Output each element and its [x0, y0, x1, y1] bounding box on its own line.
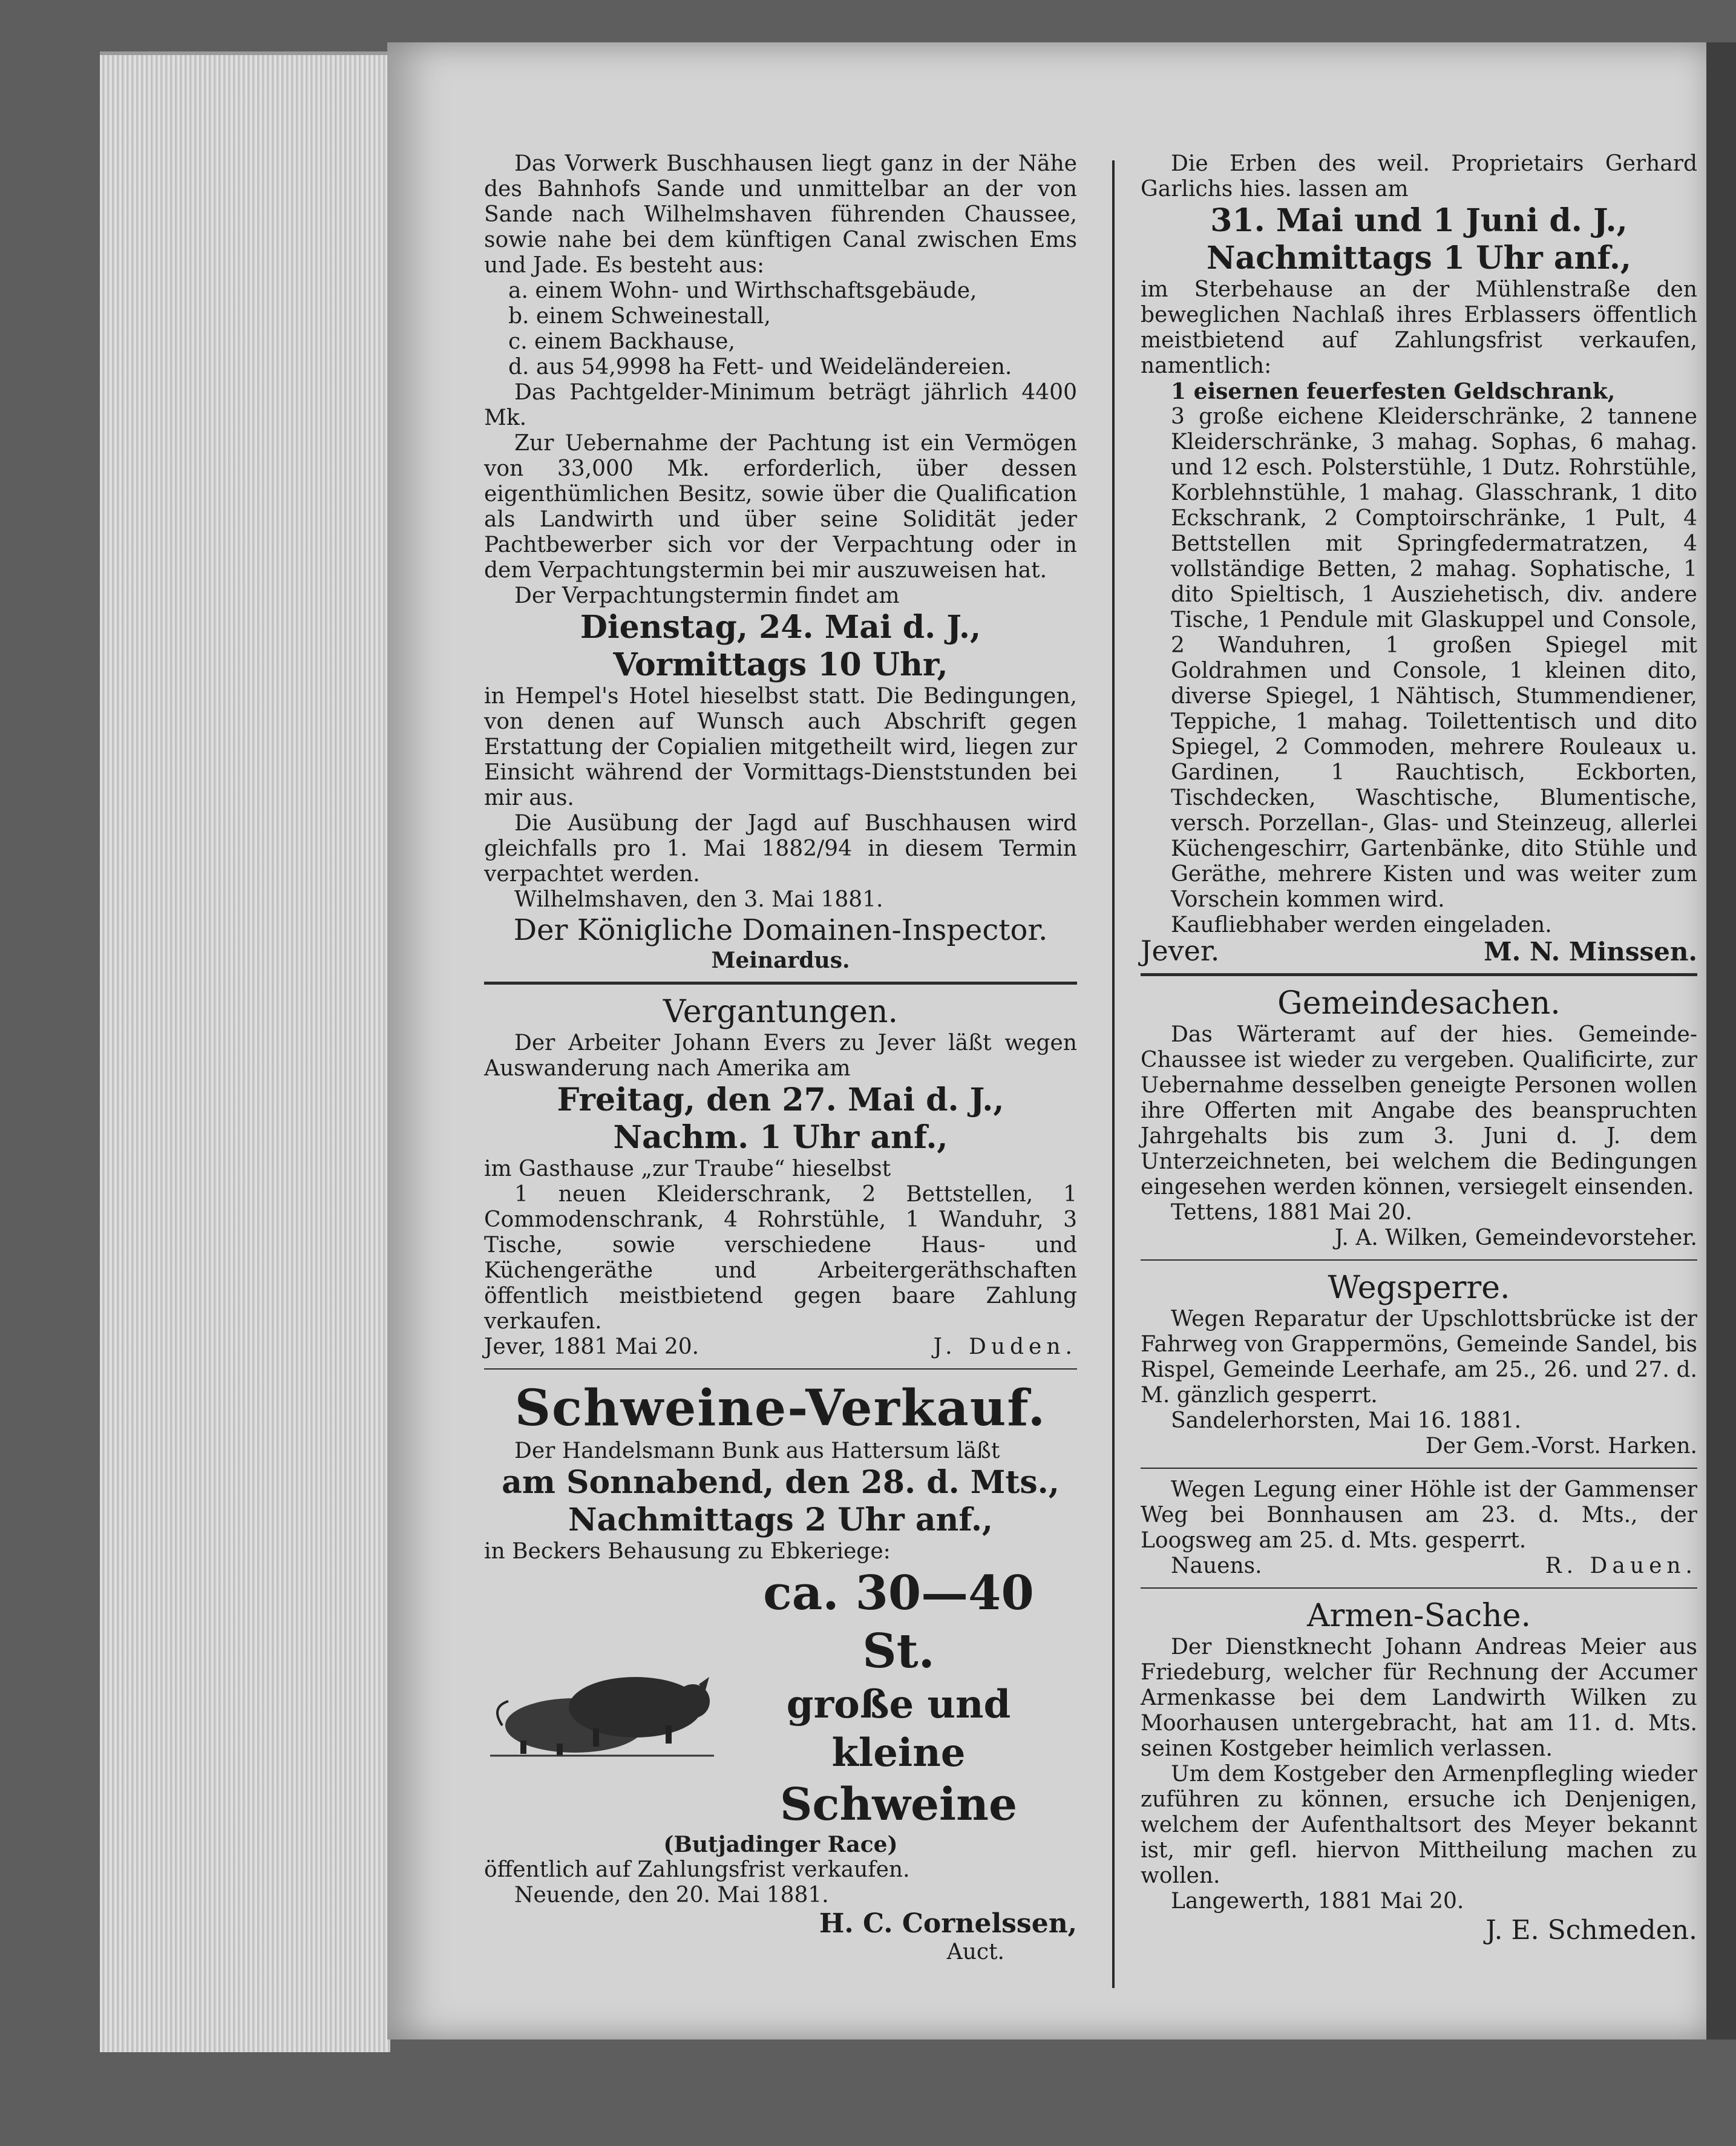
wegsperre-place-2: Nauens. — [1171, 1554, 1262, 1578]
vorwerk-jagd: Die Ausübung der Jagd auf Buschhausen wird gleichfalls pro 1. Mai 1882/94 in diesem Termin verpachtet werden. — [484, 811, 1077, 887]
section-rule — [484, 982, 1077, 985]
vorwerk-item-c: c. einem Backhause, — [508, 329, 735, 354]
schweine-intro: Der Handelsmann Bunk aus Hattersum läßt — [514, 1439, 1000, 1463]
schweine-notice — [484, 1378, 1077, 1965]
pig-advert-text — [720, 1564, 1077, 1832]
schweine-sale: öffentlich auf Zahlungsfrist verkaufen. — [484, 1857, 910, 1882]
vorwerk-conditions: Zur Uebernahme der Pachtung ist ein Vermögen von 33,000 Mk. erforderlich, über dessen eigenthümlichen Besitz, sowie über die Qualification als Landwirth und über seine Solidität jeder Pachtbewerber sich vor der Verpachtung oder in dem Verpachtungstermin bei mir auszuweisen hat. — [484, 431, 1077, 583]
vorwerk-intro: Das Vorwerk Buschhausen liegt ganz in der Nähe des Bahnhofs Sande und unmittelbar an der von Sande nach Wilhelmshaven führenden Chaussee, sowie nahe bei dem künftigen Canal zwischen Ems und Jade. Es besteht aus: — [484, 151, 1077, 278]
schweine-place-date: Neuende, den 20. Mai 1881. — [514, 1883, 829, 1908]
pig-illustration — [484, 1635, 720, 1762]
wegsperre-heading: Wegsperre. — [1328, 1270, 1510, 1306]
gemeinde-heading: Gemeindesachen. — [1277, 985, 1561, 1022]
section-rule — [484, 1368, 1077, 1370]
armen-heading: Armen-Sache. — [1306, 1598, 1531, 1634]
erben-items: 3 große eichene Kleiderschränke, 2 tannene Kleiderschränke, 3 mahag. Sophas, 6 mahag. und 12 esch. Polsterstühle, 1 Dutz. Rohrstühle, Korblehnstühle, 1 mahag. Glasschrank, 1 dito Eckschrank, 2 Comptoirschränke, 1 Pult, 4 Bettstellen mit Springfedermatratzen, 4 vollständige Betten, 2 mahag. Sophatische, 1 dito Spieltisch, 1 Ausziehetisch, div. andere Tische, 1 Pendule mit Glaskuppel und Console, 2 Wanduhren, 1 großen Spiegel mit Goldrahmen und Console, 1 kleinen dito, diverse Spiegel, 1 Nähtisch, Stummendiener, Teppiche, 1 mahag. Toilettentisch und dito Spiegel, 2 Commoden, mehrere Rouleaux u. Gardinen, 1 Rauchtisch, Eckborten, Tischdecken, Waschtische, Blumentische, versch. Porzellan-, Glas- und Steinzeug, allerlei Küchengeschirr, Gartenbänke, dito Stühle und Geräthe, mehrere Kisten und was weiter zum Vorschein kommen wird. — [1171, 404, 1697, 912]
wegsperre-name-2: R. Dauen. — [1545, 1554, 1697, 1578]
erben-name: M. N. Minssen. — [1484, 937, 1697, 966]
schweine-heading: Schweine-Verkauf. — [514, 1379, 1047, 1437]
wegsperre-text: Wegen Reparatur der Upschlottsbrücke ist der Fahrweg von Grappermöns, Gemeinde Sandel, bis Rispel, Gemeinde Leerhafe, am 25., 26. und 27. d. M. gänzlich gesperrt. — [1141, 1307, 1697, 1408]
vergantungen-location: im Gasthause „zur Traube“ hieselbst — [484, 1157, 891, 1181]
gemeinde-place-date: Tettens, 1881 Mai 20. — [1171, 1200, 1412, 1225]
left-column — [484, 151, 1077, 1965]
book-page-edges — [100, 51, 390, 2052]
schweine-date: am Sonnabend, den 28. d. Mts., — [502, 1464, 1060, 1501]
section-rule — [1141, 1587, 1697, 1589]
schweine-word: Schweine — [779, 1779, 1018, 1831]
vergantungen-time: Nachm. 1 Uhr anf., — [613, 1119, 948, 1156]
schweine-name: H. C. Cornelssen, — [819, 1908, 1077, 1939]
erben-time: Nachmittags 1 Uhr anf., — [1206, 240, 1632, 277]
vorwerk-notice — [484, 151, 1077, 973]
vergantungen-notice — [484, 993, 1077, 1360]
erben-place: Jever. — [1141, 934, 1220, 967]
vorwerk-minimum: Das Pachtgelder-Minimum beträgt jährlich 4400 Mk. — [484, 380, 1077, 430]
vergantungen-footer — [484, 1334, 1077, 1360]
vorwerk-location: in Hempel's Hotel hieselbst statt. Die Bedingungen, von denen auf Wunsch auch Abschrift gegen Erstattung der Copialien mitgetheilt wird, liegen zur Einsicht während der Vormittags-Dienststunden bei mir aus. — [484, 684, 1077, 810]
gemeinde-text: Das Wärteramt auf der hies. Gemeinde-Chaussee ist wieder zu vergeben. Qualificirte, zur Uebernahme desselben geneigte Personen wollen ihre Offerten mit Angabe des beanspruchten Jahrgehalts bis zum 3. Juni d. J. dem Unterzeichneten, bei welchem die Bedingungen eingesehen werden können, versiegelt einsenden. — [1141, 1022, 1697, 1199]
vorwerk-name: Meinardus. — [711, 948, 850, 973]
armen-name: J. E. Schmeden. — [1485, 1915, 1697, 1946]
gemeinde-notice — [1141, 985, 1697, 1251]
section-rule — [1141, 1259, 1697, 1261]
vergantungen-items: 1 neuen Kleiderschrank, 2 Bettstellen, 1 Commodenschrank, 4 Rohrstühle, 1 Wanduhr, 3 Tische, sowie verschiedene Haus- und Küchengeräthe und Arbeitergeräthschaften öffentlich meistbietend gegen baare Zahlung verkaufen. — [484, 1182, 1077, 1334]
vergantungen-heading: Vergantungen. — [663, 994, 899, 1030]
vergantungen-intro: Der Arbeiter Johann Evers zu Jever läßt wegen Auswanderung nach Amerika am — [484, 1031, 1077, 1081]
gemeinde-name: J. A. Wilken, Gemeindevorsteher. — [1334, 1226, 1697, 1250]
wegsperre-notice — [1141, 1269, 1697, 1579]
erben-intro: Die Erben des weil. Proprietairs Gerhard Garlichs hies. lassen am — [1141, 151, 1697, 202]
vorwerk-date: Dienstag, 24. Mai d. J., — [580, 609, 981, 646]
erben-invite: Kaufliebhaber werden eingeladen. — [1171, 913, 1552, 937]
section-rule — [1141, 1468, 1697, 1469]
vergantungen-date: Freitag, den 27. Mai d. J., — [557, 1081, 1004, 1118]
armen-notice — [1141, 1597, 1697, 1947]
erben-lead-item: 1 eisernen feuerfesten Geldschrank, — [1171, 379, 1616, 404]
vorwerk-termin-intro: Der Verpachtungstermin findet am — [514, 583, 900, 608]
vergantungen-name: J. Duden. — [933, 1334, 1077, 1359]
erben-date: 31. Mai und 1 Juni d. J., — [1210, 202, 1628, 239]
book-right-edge — [1706, 42, 1736, 2039]
schweine-time: Nachmittags 2 Uhr anf., — [568, 1501, 994, 1538]
schweine-race: (Butjadinger Race) — [663, 1832, 898, 1857]
column-divider — [1112, 160, 1115, 1988]
vorwerk-time: Vormittags 10 Uhr, — [613, 646, 948, 683]
erben-notice — [1141, 151, 1697, 965]
vorwerk-place-date: Wilhelmshaven, den 3. Mai 1881. — [514, 887, 883, 912]
pig-advert — [484, 1564, 1077, 1832]
erben-description: im Sterbehause an der Mühlenstraße den beweglichen Nachlaß ihres Erblassers öffentlich meistbietend auf Zahlungsfrist verkaufen, namentlich: — [1141, 277, 1697, 378]
vorwerk-item-d: d. aus 54,9998 ha Fett- und Weideländereien. — [508, 355, 1012, 379]
schweine-title: Auct. — [946, 1940, 1004, 1964]
armen-place-date: Langewerth, 1881 Mai 20. — [1171, 1889, 1464, 1914]
erben-footer — [1141, 934, 1697, 967]
armen-text-1: Der Dienstknecht Johann Andreas Meier aus Friedeburg, welcher für Rechnung der Accumer Armenkasse bei dem Landwirth Wilken zu Moorhausen untergebracht, hat am 11. d. Mts. seinen Kostgeber heimlich verlassen. — [1141, 1635, 1697, 1761]
schweine-kind: große und kleine — [786, 1682, 1011, 1776]
vorwerk-item-b: b. einem Schweinestall, — [508, 304, 771, 329]
wegsperre-footer — [1141, 1554, 1697, 1579]
vorwerk-item-a: a. einem Wohn- und Wirthschaftsgebäude, — [508, 278, 977, 303]
schweine-count: ca. 30—40 St. — [763, 1566, 1034, 1679]
vorwerk-signature: Der Königliche Domainen-Inspector. — [513, 913, 1048, 947]
wegsperre-text-2: Wegen Legung einer Höhle ist der Gammenser Weg bei Bonnhausen am 23. d. Mts., der Loogsweg am 25. d. Mts. gesperrt. — [1141, 1477, 1697, 1553]
wegsperre-name: Der Gem.-Vorst. Harken. — [1425, 1434, 1697, 1459]
section-rule — [1141, 973, 1697, 976]
armen-text-2: Um dem Kostgeber den Armenpflegling wieder zuführen zu können, ersuche ich Denjenigen, welchem der Aufenthaltsort des Meyer bekannt ist, mir gefl. hiervon Mittheilung machen zu wollen. — [1141, 1762, 1697, 1888]
wegsperre-place-date: Sandelerhorsten, Mai 16. 1881. — [1171, 1408, 1522, 1433]
right-column — [1141, 151, 1697, 1947]
schweine-location: in Beckers Behausung zu Ebkeriege: — [484, 1539, 891, 1564]
vergantungen-place-date: Jever, 1881 Mai 20. — [484, 1334, 699, 1359]
